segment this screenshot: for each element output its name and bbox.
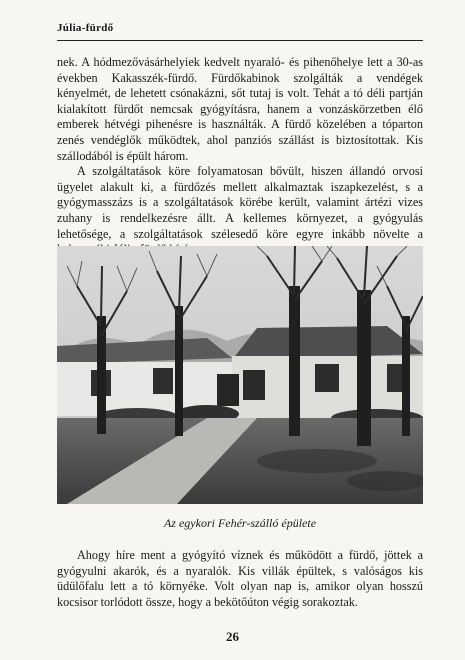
header-rule xyxy=(57,40,423,41)
paragraph: Ahogy híre ment a gyógyító víznek és működött a fürdő, jöttek a gyógyulni akarók, és a nyaralók. Kis villák épültek, s valóságos kis üdülőfalu lett a tó környéke. Volt olyan nap is, amikor olyan hosszú kocsisor torlódott össze, hogy a bekötőúton végig sorakoztak. xyxy=(57,548,423,609)
running-head: Júlia-fürdő xyxy=(57,22,114,34)
photo-caption: Az egykori Fehér-szálló épülete xyxy=(163,516,317,530)
text-block-top xyxy=(57,55,423,258)
paragraph-continued: nek. A hódmezővásárhelyiek kedvelt nyaraló- és pihenőhelye lett a 30-as években Kakasszék-fürdő. Fürdőkabinok szolgálták a vendégek kényelmét, de lehetett csónakázni, sőt tutaj is volt. Tehát a tó déli partján kialakított fürdőt nemcsak gyógyításra, hanem a vonzáskörzetben élő emberek hétvégi pihenésre is használták. A fürdő közelében a tóparton zenés vendéglők működtek, ahol panziós szállást is biztosítottak. Kis szállodából is épült három. xyxy=(57,55,423,163)
hotel-photo xyxy=(57,246,423,504)
paragraph: A szolgáltatások köre folyamatosan bővült, hiszen állandó orvosi ügyelet alakult ki, a fürdőzés mellett alkalmaztak iszapkezelést, s a gyógymasszázs is a szolgáltatások körébe került, valamint ártézi vizes zuhany is rendelkezésre állt. A kellemes környezet, a gyógyulás lehetősége, a szolgáltatások szélesedő köre egyre inkább növelte a xyxy=(57,164,423,241)
page-number: 26 xyxy=(226,629,239,644)
text-block-bottom xyxy=(57,548,423,610)
